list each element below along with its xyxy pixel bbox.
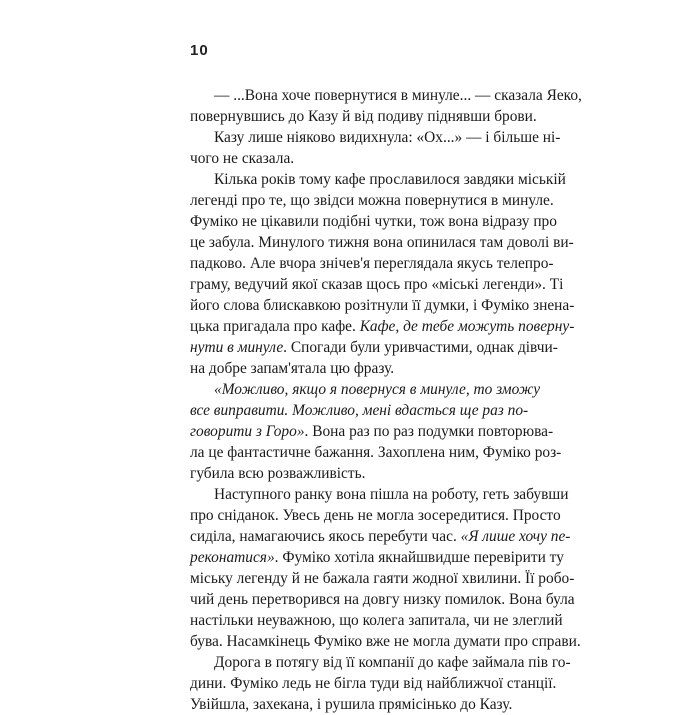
italic-text: Кафе, де тебе можуть поверну- [359, 318, 575, 335]
text-run: . Спогади були уривчастими, однак дівчи- [283, 339, 558, 356]
text-line [190, 673, 557, 694]
text-run: Дорога в потягу від її компанії до кафе займала пів го- [214, 654, 571, 671]
text-line [190, 127, 561, 148]
body-text [190, 85, 582, 715]
text-line [190, 295, 575, 316]
text-line [190, 211, 557, 232]
text-run: губила всю розважливість. [190, 465, 366, 482]
text-line [190, 274, 564, 295]
text-run: його слова блискавкою розітнули її думки, і Фуміко знена- [190, 297, 575, 314]
paragraph [190, 379, 562, 484]
text-run: . Вона раз по раз подумки повторюва- [304, 423, 554, 440]
text-line [190, 358, 520, 379]
text-run: легенді про те, що звідси можна повернутися в минуле. [190, 192, 554, 209]
text-run: Увійшла, захекана, і рушила прямісінько до Казу. [190, 696, 513, 713]
text-run: міську легенду й не бажала гаяти жодної хвилини. Її робо- [190, 570, 575, 587]
text-run: сиділа, намагаючись якось перебути час. [190, 528, 461, 545]
text-run: про сніданок. Увесь день не могла зосередитися. Просто [190, 507, 561, 524]
text-run: бува. Насамкінець Фуміко вже не могла думати про справи. [190, 633, 581, 650]
italic-text: «Можливо, якщо я повернуся в минуле, то зможу [214, 381, 541, 398]
text-line [190, 379, 541, 400]
text-line [190, 442, 562, 463]
italic-text: все виправити. Можливо, мені вдасться ще раз по- [190, 402, 529, 419]
text-run: ла це фантастичне бажання. Захоплена ним, Фуміко роз- [190, 444, 562, 461]
text-run: цька пригадала про кафе. [190, 318, 360, 335]
italic-text: «Я лише хочу пе- [460, 528, 571, 545]
paragraph [190, 85, 582, 127]
text-line [190, 85, 582, 106]
text-line [190, 316, 575, 337]
italic-text: нути в минуле [190, 339, 284, 356]
text-run: настільки неуважною, що колега запитала, чи не злеглий [190, 612, 563, 629]
text-line [190, 148, 520, 169]
text-run: Кілька років тому кафе прославилося завдяки міській [214, 171, 566, 188]
text-run: повернувшись до Казу й від подиву піднявши брови. [190, 108, 537, 125]
italic-text: реконатися» [190, 549, 275, 566]
text-run: це забула. Минулого тижня вона опинилася там доволі ви- [190, 234, 574, 251]
text-run: . Фуміко хотіла якнайшвидше перевірити ту [274, 549, 564, 566]
text-line [190, 190, 554, 211]
text-line [190, 652, 571, 673]
paragraph [190, 484, 581, 652]
paragraph [190, 652, 571, 715]
text-run: Казу лише ніяково видихнула: «Ох...» — і більше ні- [214, 129, 561, 146]
text-line [190, 421, 554, 442]
text-line [190, 526, 571, 547]
page-number: 10 [190, 42, 209, 59]
text-run: граму, ведучий якої сказав щось про «міські легенди». Ті [190, 276, 564, 293]
text-run: чий день перетворився на довгу низку помилок. Вона була [190, 591, 575, 608]
text-line [190, 505, 561, 526]
text-run: дини. Фуміко ледь не бігла туди від найближчої станції. [190, 675, 557, 692]
text-line [190, 631, 581, 652]
text-line [190, 232, 574, 253]
text-run: Наступного ранку вона пішла на роботу, геть забувши [214, 486, 569, 503]
text-run: падково. Але вчора знічев'я переглядала якусь телепро- [190, 255, 554, 272]
text-line [190, 106, 537, 127]
text-line [190, 253, 554, 274]
italic-text: говорити з Горо» [190, 423, 305, 440]
text-line [190, 694, 520, 715]
text-line [190, 400, 529, 421]
text-line [190, 337, 558, 358]
text-line [190, 547, 564, 568]
text-run: — ...Вона хоче повернутися в минуле... — сказала Яеко, [214, 87, 582, 104]
text-line [190, 463, 520, 484]
text-run: на добре запам'ятала цю фразу. [190, 360, 395, 377]
text-run: чого не сказала. [190, 150, 295, 167]
text-line [190, 169, 566, 190]
paragraph [190, 127, 561, 169]
text-line [190, 568, 575, 589]
text-line [190, 484, 569, 505]
text-run: Фуміко не цікавили подібні чутки, тож вона відразу про [190, 213, 557, 230]
text-line [190, 610, 563, 631]
paragraph [190, 169, 575, 379]
text-line [190, 589, 575, 610]
